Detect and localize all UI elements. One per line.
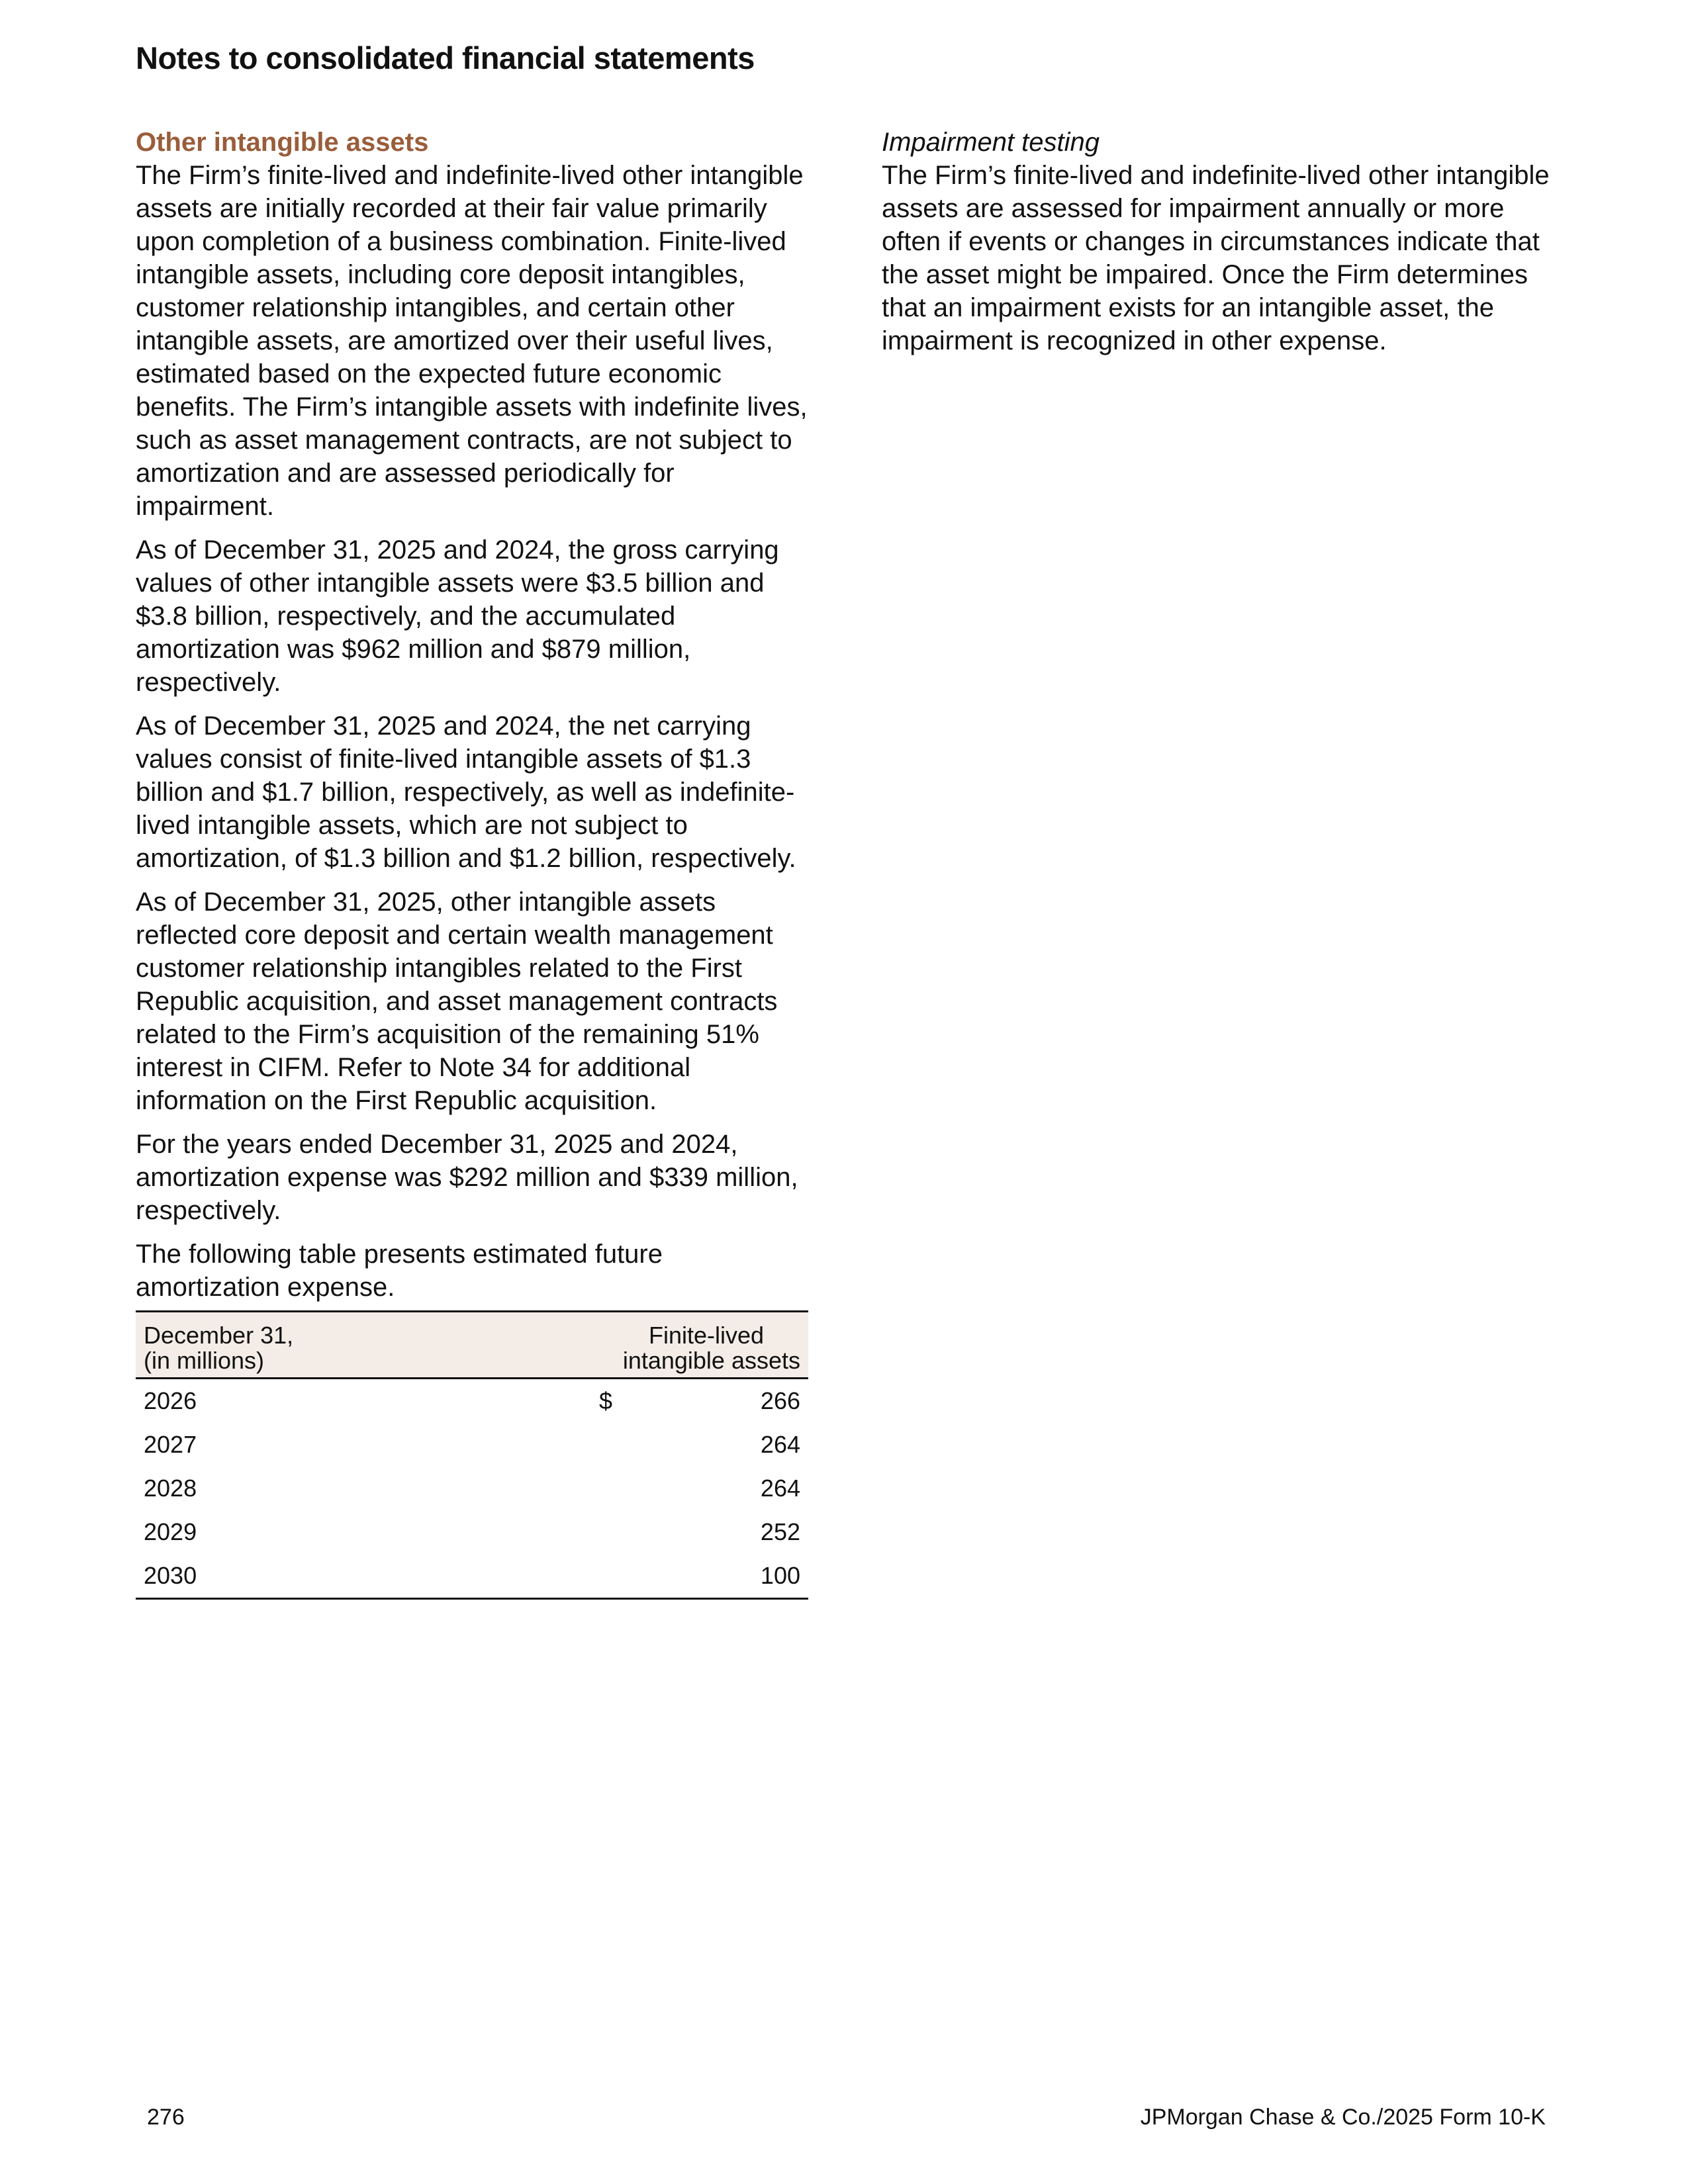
section-heading-other-intangible-assets: Other intangible assets [136, 128, 429, 157]
header-date-line2: (in millions) [144, 1347, 265, 1374]
header-date-line1: December 31, [144, 1322, 294, 1349]
row-value: 264 [760, 1431, 800, 1458]
paragraph-table-intro: The following table presents estimated future amortization expense. [136, 1240, 663, 1302]
row-value: 252 [760, 1518, 800, 1545]
table-row [136, 1554, 808, 1599]
table-row [136, 1423, 808, 1467]
paragraph-amortization-expense: For the years ended December 31, 2025 and 2024, amortization expense was $292 million and $339 million, respectively. [136, 1130, 798, 1225]
currency-symbol: $ [599, 1387, 613, 1414]
header-value-column [591, 1312, 808, 1379]
table-row [136, 1510, 808, 1554]
left-column [136, 126, 811, 1600]
header-value-line2: intangible assets [622, 1347, 800, 1374]
header-value-line1: Finite-lived [648, 1322, 765, 1349]
paragraph-first-republic: As of December 31, 2025, other intangible assets reflected core deposit and certain wealth management customer relationship intangibles related to the First Republic acquisition, and asset management contracts related to the Firm’s acquisition of the remaining 51% interest in CIFM. Refer to Note 34 for additional information on the First Republic acquisition. [136, 887, 778, 1115]
row-value: 100 [760, 1562, 800, 1589]
table-row [136, 1467, 808, 1510]
row-value: 266 [760, 1387, 800, 1414]
header-date-column [136, 1312, 591, 1379]
row-year: 2028 [144, 1475, 197, 1502]
paragraph-net-carrying-values: As of December 31, 2025 and 2024, the net carrying values consist of finite-lived intangible assets of $1.3 billion and $1.7 billion, respectively, as well as indefinite-lived intangible assets, which are not subject to amortization, of $1.3 billion and $1.2 billion, respectively. [136, 711, 796, 873]
page-number: 276 [147, 2105, 185, 2130]
amortization-table [136, 1310, 808, 1600]
row-year: 2029 [144, 1518, 197, 1545]
right-column [882, 126, 1564, 368]
row-year: 2026 [144, 1387, 197, 1414]
table-header-row [136, 1312, 808, 1379]
section-heading-impairment-testing: Impairment testing [882, 128, 1100, 157]
table-row [136, 1379, 808, 1424]
page-title: Notes to consolidated financial statements [136, 40, 755, 75]
publication-footer: JPMorgan Chase & Co./2025 Form 10-K [1140, 2105, 1546, 2130]
paragraph-gross-carrying-values: As of December 31, 2025 and 2024, the gross carrying values of other intangible assets were $3.5 billion and $3.8 billion, respectively, and the accumulated amortization was $962 million and $879 million, respectively. [136, 535, 779, 697]
row-value: 264 [760, 1475, 800, 1502]
row-year: 2027 [144, 1431, 197, 1458]
row-year: 2030 [144, 1562, 197, 1589]
paragraph-intro: The Firm’s finite-lived and indefinite-lived other intangible assets are initially recorded at their fair value primarily upon completion of a business combination. Finite-lived intangible assets, including core deposit intangibles, customer relationship intangibles, and certain other intangible assets, are amortized over their useful lives, estimated based on the expected future economic benefits. The Firm’s intangible assets with indefinite lives, such as asset management contracts, are not subject to amortization and are assessed periodically for impairment. [136, 161, 808, 521]
paragraph-impairment: The Firm’s finite-lived and indefinite-lived other intangible assets are assessed for impairment annually or more often if events or changes in circumstances indicate that the asset might be impaired. Once the Firm determines that an impairment exists for an intangible asset, the impairment is recognized in other expense. [882, 161, 1550, 355]
